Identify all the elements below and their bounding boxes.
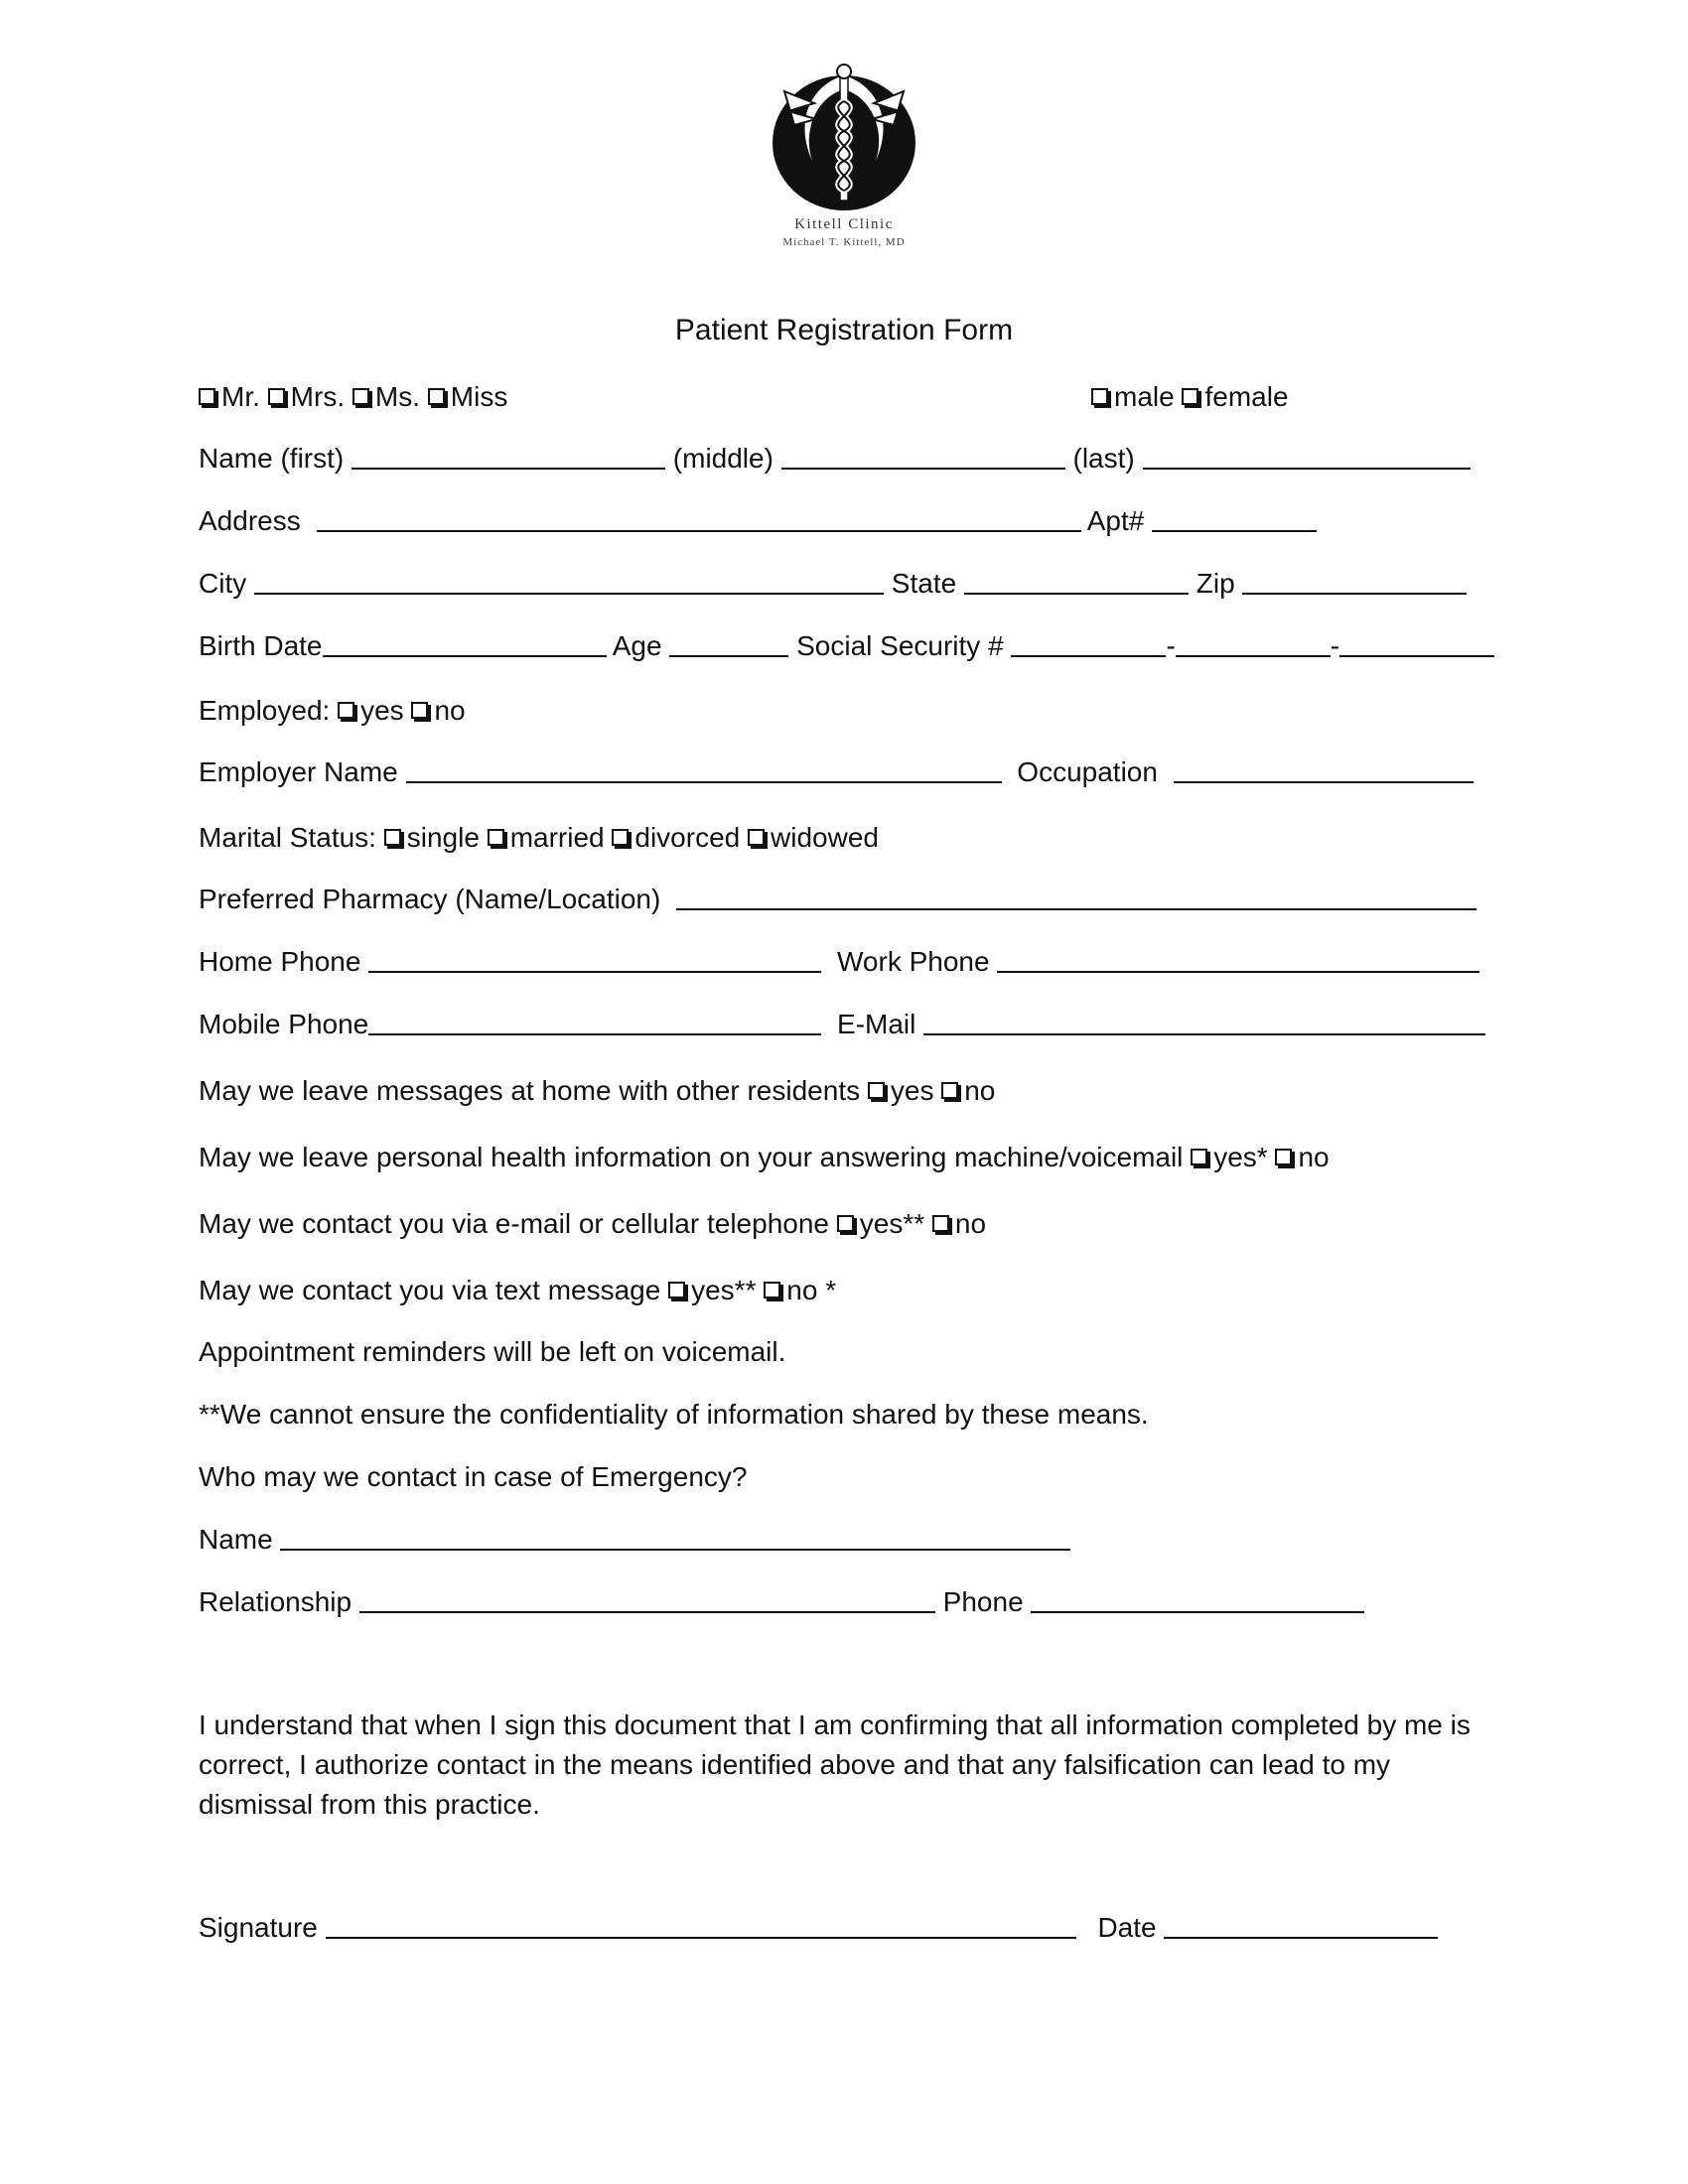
marital-row	[199, 821, 879, 855]
signature-row	[199, 1911, 1438, 1945]
label-occupation: Occupation	[1017, 756, 1158, 787]
mobile-phone-field[interactable]	[368, 1010, 821, 1035]
label-divorced: divorced	[634, 822, 741, 853]
label-employed-yes: yes	[360, 695, 404, 726]
form-title: Patient Registration Form	[674, 314, 1014, 346]
ssn-part3-field[interactable]	[1339, 631, 1494, 657]
label-marital: Marital Status:	[199, 822, 376, 853]
emergency-heading: Who may we contact in case of Emergency?	[199, 1461, 748, 1492]
address-row	[199, 504, 1317, 538]
zip-field[interactable]	[1242, 569, 1467, 595]
label-mr: Mr.	[221, 381, 260, 412]
caduceus-icon	[755, 62, 933, 210]
checkbox-employed-yes[interactable]	[338, 702, 354, 719]
label-address: Address	[199, 505, 301, 536]
label-q1-no: no	[964, 1075, 996, 1106]
state-field[interactable]	[964, 569, 1189, 595]
checkbox-q4-yes[interactable]	[668, 1282, 685, 1298]
checkbox-q4-no[interactable]	[764, 1282, 780, 1298]
clinic-doctor: Michael T. Kittell, MD	[782, 236, 906, 248]
last-name-field[interactable]	[1143, 444, 1471, 470]
checkbox-q1-no[interactable]	[941, 1082, 958, 1099]
emergency-phone-field[interactable]	[1031, 1587, 1364, 1613]
city-field[interactable]	[254, 569, 884, 595]
checkbox-mrs[interactable]	[268, 388, 285, 405]
question-voicemail	[199, 1141, 1330, 1174]
pharmacy-field[interactable]	[676, 885, 1477, 910]
label-home-phone: Home Phone	[199, 946, 361, 977]
label-middle-name: (middle)	[672, 443, 774, 474]
label-apt: Apt#	[1086, 505, 1145, 536]
work-phone-field[interactable]	[997, 947, 1479, 973]
emergency-name-row	[199, 1523, 1070, 1557]
label-single: single	[406, 822, 480, 853]
ssn-part1-field[interactable]	[1011, 631, 1166, 657]
first-name-field[interactable]	[352, 444, 665, 470]
name-row	[199, 442, 1471, 476]
label-first-name: Name (first)	[199, 443, 345, 474]
label-pharmacy: Preferred Pharmacy (Name/Location)	[199, 884, 661, 914]
label-miss: Miss	[450, 381, 508, 412]
consent-statement: I understand that when I sign this document that I am confirming that all information completed by me is correct, I authorize contact in the means identified above and that any falsification can lead to my dismissal from this practice.	[199, 1709, 1471, 1820]
label-state: State	[891, 568, 957, 599]
label-emergency-phone: Phone	[942, 1586, 1024, 1617]
label-emergency-name: Name	[199, 1524, 273, 1555]
checkbox-married[interactable]	[488, 829, 504, 846]
question-text: May we leave messages at home with other residents	[199, 1075, 861, 1106]
question-email-cell	[199, 1207, 986, 1241]
title-options	[199, 380, 507, 414]
ssn-part2-field[interactable]	[1176, 631, 1331, 657]
checkbox-male[interactable]	[1091, 388, 1108, 405]
label-date: Date	[1097, 1912, 1157, 1943]
checkbox-miss[interactable]	[428, 388, 445, 405]
employer-field[interactable]	[406, 757, 1002, 783]
label-ssn: Social Security #	[796, 630, 1004, 661]
label-married: married	[509, 822, 605, 853]
checkbox-single[interactable]	[384, 829, 401, 846]
note-reminders: Appointment reminders will be left on voicemail.	[199, 1336, 786, 1367]
question-text: May we contact you via text message	[199, 1275, 661, 1305]
clinic-name: Kittell Clinic	[794, 216, 894, 232]
checkbox-q2-no[interactable]	[1275, 1149, 1292, 1165]
phone-row	[199, 945, 1479, 979]
label-ms: Ms.	[374, 381, 420, 412]
label-last-name: (last)	[1072, 443, 1135, 474]
address-field[interactable]	[317, 506, 1081, 532]
label-female: female	[1204, 381, 1289, 412]
label-zip: Zip	[1196, 568, 1235, 599]
label-mrs: Mrs.	[290, 381, 346, 412]
question-text: May we leave personal health information on your answering machine/voicemail	[199, 1142, 1184, 1172]
age-field[interactable]	[669, 631, 788, 657]
label-q2-yes: yes*	[1213, 1142, 1268, 1172]
label-q3-no: no	[954, 1208, 987, 1239]
checkbox-widowed[interactable]	[748, 829, 765, 846]
label-male: male	[1114, 381, 1175, 412]
checkbox-divorced[interactable]	[612, 829, 629, 846]
date-field[interactable]	[1164, 1913, 1438, 1939]
label-employer: Employer Name	[199, 756, 398, 787]
city-row	[199, 567, 1467, 601]
label-employed-no: no	[434, 695, 466, 726]
label-email: E-Mail	[837, 1009, 916, 1039]
checkbox-employed-no[interactable]	[411, 702, 428, 719]
label-q4-no: no *	[786, 1275, 837, 1305]
checkbox-q2-yes[interactable]	[1191, 1149, 1207, 1165]
label-mobile-phone: Mobile Phone	[199, 1009, 369, 1039]
birth-date-field[interactable]	[323, 631, 607, 657]
birth-row: Birth Date Age Social Security # - -	[199, 629, 1494, 663]
occupation-field[interactable]	[1174, 757, 1474, 783]
emergency-name-field[interactable]	[280, 1525, 1070, 1551]
label-relationship: Relationship	[199, 1586, 352, 1617]
pharmacy-row	[199, 883, 1477, 916]
label-employed: Employed:	[199, 695, 331, 726]
label-widowed: widowed	[771, 822, 879, 853]
employed-row	[199, 694, 466, 728]
home-phone-field[interactable]	[368, 947, 821, 973]
label-work-phone: Work Phone	[837, 946, 990, 977]
label-city: City	[199, 568, 247, 599]
label-q4-yes: yes**	[691, 1275, 757, 1305]
note-confidentiality: **We cannot ensure the confidentiality of information shared by these means.	[199, 1399, 1149, 1430]
gender-options	[1091, 380, 1289, 414]
checkbox-mr[interactable]	[199, 388, 215, 405]
checkbox-q3-no[interactable]	[932, 1215, 949, 1232]
question-text: May we contact you via e-mail or cellular telephone	[199, 1208, 829, 1239]
emergency-relationship-row	[199, 1585, 1364, 1619]
label-signature: Signature	[199, 1912, 318, 1943]
label-age: Age	[612, 630, 662, 661]
label-birth-date: Birth Date	[199, 630, 323, 661]
email-field[interactable]	[923, 1010, 1485, 1035]
checkbox-q1-yes[interactable]	[868, 1082, 885, 1099]
relationship-field[interactable]	[359, 1587, 935, 1613]
label-q1-yes: yes	[890, 1075, 934, 1106]
label-q2-no: no	[1298, 1142, 1330, 1172]
label-q3-yes: yes**	[859, 1208, 925, 1239]
checkbox-ms[interactable]	[352, 388, 369, 405]
clinic-logo	[745, 62, 943, 260]
signature-field[interactable]	[326, 1913, 1076, 1939]
checkbox-q3-yes[interactable]	[837, 1215, 854, 1232]
question-text-message	[199, 1274, 836, 1307]
checkbox-female[interactable]	[1182, 388, 1198, 405]
middle-name-field[interactable]	[781, 444, 1065, 470]
question-messages-home	[199, 1074, 995, 1108]
apt-field[interactable]	[1152, 506, 1317, 532]
mobile-row	[199, 1008, 1485, 1041]
employer-row	[199, 755, 1474, 789]
